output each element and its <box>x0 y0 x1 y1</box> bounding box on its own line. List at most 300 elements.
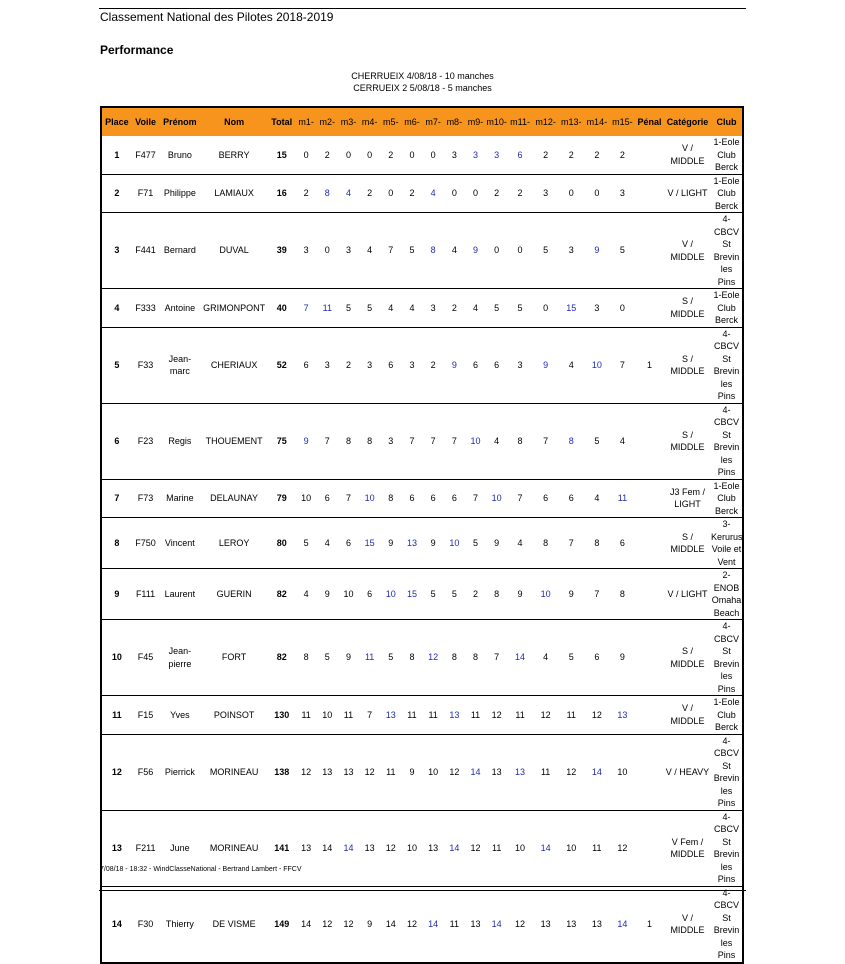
cell-manche: 11 <box>558 696 584 735</box>
cell-voile: F23 <box>132 403 160 479</box>
cell-prenom: Jean-pierre <box>159 620 200 696</box>
cell-manche: 2 <box>423 327 444 403</box>
cell-manche: 13 <box>296 810 317 886</box>
cell-manche: 12 <box>533 696 559 735</box>
cell-manche: 14 <box>465 734 486 810</box>
cell-manche: 15 <box>359 518 380 569</box>
cell-manche: 6 <box>444 479 465 518</box>
table-row <box>101 213 743 289</box>
cell-place: 13 <box>101 810 132 886</box>
cell-prenom: Jean-marc <box>159 327 200 403</box>
table-row <box>101 734 743 810</box>
cell-manche: 4 <box>507 518 533 569</box>
cell-manche: 9 <box>558 569 584 620</box>
cell-manche: 3 <box>296 213 317 289</box>
cell-manche: 2 <box>296 174 317 213</box>
cell-manche: 14 <box>296 886 317 963</box>
cell-manche: 8 <box>584 518 610 569</box>
cell-prenom: Philippe <box>159 174 200 213</box>
cell-manche: 12 <box>359 734 380 810</box>
column-header: m6- <box>401 107 422 136</box>
cell-manche: 7 <box>338 479 359 518</box>
cell-manche: 0 <box>444 174 465 213</box>
column-header: m15- <box>610 107 636 136</box>
table-row <box>101 174 743 213</box>
cell-manche: 8 <box>507 403 533 479</box>
cell-manche: 11 <box>401 696 422 735</box>
cell-manche: 12 <box>296 734 317 810</box>
cell-manche: 2 <box>359 174 380 213</box>
cell-manche: 2 <box>486 174 507 213</box>
cell-manche: 9 <box>507 569 533 620</box>
cell-manche: 11 <box>507 696 533 735</box>
cell-manche: 4 <box>359 213 380 289</box>
cell-nom: LAMIAUX <box>200 174 268 213</box>
cell-manche: 7 <box>359 696 380 735</box>
cell-manche: 10 <box>401 810 422 886</box>
cell-manche: 8 <box>296 620 317 696</box>
cell-club: 1-Eole Club Berck <box>711 289 743 328</box>
cell-manche: 0 <box>401 136 422 174</box>
cell-categorie: V / LIGHT <box>664 174 711 213</box>
cell-manche: 2 <box>317 136 338 174</box>
cell-place: 7 <box>101 479 132 518</box>
cell-manche: 13 <box>401 518 422 569</box>
cell-manche: 14 <box>584 734 610 810</box>
cell-manche: 9 <box>533 327 559 403</box>
cell-manche: 3 <box>610 174 636 213</box>
cell-manche: 11 <box>296 696 317 735</box>
cell-manche: 9 <box>359 886 380 963</box>
cell-manche: 8 <box>444 620 465 696</box>
cell-nom: GUERIN <box>200 569 268 620</box>
cell-manche: 2 <box>507 174 533 213</box>
cell-nom: POINSOT <box>200 696 268 735</box>
cell-manche: 14 <box>507 620 533 696</box>
cell-prenom: Marine <box>159 479 200 518</box>
cell-categorie: V Fem / MIDDLE <box>664 810 711 886</box>
cell-prenom: Thierry <box>159 886 200 963</box>
cell-nom: DE VISME <box>200 886 268 963</box>
table-row <box>101 289 743 328</box>
cell-nom: CHERIAUX <box>200 327 268 403</box>
cell-manche: 2 <box>584 136 610 174</box>
table-row <box>101 569 743 620</box>
cell-categorie: S / MIDDLE <box>664 620 711 696</box>
cell-voile: F477 <box>132 136 160 174</box>
cell-manche: 11 <box>380 734 401 810</box>
cell-manche: 11 <box>444 886 465 963</box>
cell-total: 130 <box>268 696 296 735</box>
cell-manche: 2 <box>380 136 401 174</box>
cell-manche: 9 <box>465 213 486 289</box>
cell-manche: 7 <box>317 403 338 479</box>
cell-manche: 8 <box>533 518 559 569</box>
cell-manche: 6 <box>338 518 359 569</box>
cell-manche: 6 <box>533 479 559 518</box>
cell-manche: 11 <box>486 810 507 886</box>
cell-manche: 9 <box>584 213 610 289</box>
cell-manche: 0 <box>380 174 401 213</box>
document-title: Classement National des Pilotes 2018-2019 <box>100 10 334 24</box>
column-header: m8- <box>444 107 465 136</box>
cell-manche: 12 <box>444 734 465 810</box>
cell-voile: F33 <box>132 327 160 403</box>
cell-place: 14 <box>101 886 132 963</box>
cell-manche: 7 <box>610 327 636 403</box>
cell-manche: 0 <box>317 213 338 289</box>
cell-nom: THOUEMENT <box>200 403 268 479</box>
cell-nom: LEROY <box>200 518 268 569</box>
cell-categorie: S / MIDDLE <box>664 518 711 569</box>
results-table <box>100 106 744 964</box>
table-row <box>101 403 743 479</box>
cell-categorie: S / MIDDLE <box>664 327 711 403</box>
cell-manche: 5 <box>507 289 533 328</box>
cell-manche: 3 <box>465 136 486 174</box>
column-header: Voile <box>132 107 160 136</box>
cell-penal <box>635 569 664 620</box>
cell-manche: 0 <box>507 213 533 289</box>
column-header: m9- <box>465 107 486 136</box>
cell-penal <box>635 734 664 810</box>
cell-prenom: Antoine <box>159 289 200 328</box>
cell-club: 4-CBCV St Brevin les Pins <box>711 403 743 479</box>
cell-manche: 6 <box>486 327 507 403</box>
cell-club: 3-Kerurus Voile et Vent <box>711 519 743 567</box>
column-header: m14- <box>584 107 610 136</box>
cell-manche: 12 <box>584 696 610 735</box>
column-header: m4- <box>359 107 380 136</box>
cell-club: 4-CBCV St Brevin les Pins <box>711 886 743 963</box>
cell-manche: 3 <box>486 136 507 174</box>
column-header: m2- <box>317 107 338 136</box>
cell-manche: 3 <box>533 174 559 213</box>
cell-manche: 0 <box>338 136 359 174</box>
cell-manche: 7 <box>533 403 559 479</box>
cell-manche: 5 <box>465 518 486 569</box>
cell-voile: F71 <box>132 174 160 213</box>
cell-manche: 4 <box>584 479 610 518</box>
cell-manche: 6 <box>359 569 380 620</box>
cell-manche: 12 <box>507 886 533 963</box>
cell-penal <box>635 136 664 174</box>
cell-manche: 14 <box>338 810 359 886</box>
cell-manche: 9 <box>380 518 401 569</box>
cell-manche: 13 <box>359 810 380 886</box>
cell-total: 79 <box>268 479 296 518</box>
cell-manche: 13 <box>317 734 338 810</box>
cell-manche: 10 <box>444 518 465 569</box>
cell-manche: 6 <box>380 327 401 403</box>
cell-manche: 2 <box>533 136 559 174</box>
cell-total: 80 <box>268 518 296 569</box>
cell-manche: 7 <box>444 403 465 479</box>
cell-manche: 13 <box>423 810 444 886</box>
cell-categorie: S / MIDDLE <box>664 403 711 479</box>
cell-manche: 8 <box>338 403 359 479</box>
cell-manche: 6 <box>401 479 422 518</box>
cell-club: 1-Eole Club Berck <box>711 174 743 213</box>
column-header: m7- <box>423 107 444 136</box>
cell-categorie: J3 Fem / LIGHT <box>664 479 711 518</box>
cell-manche: 10 <box>359 479 380 518</box>
cell-penal <box>635 174 664 213</box>
cell-manche: 5 <box>338 289 359 328</box>
cell-nom: BERRY <box>200 136 268 174</box>
column-header: m3- <box>338 107 359 136</box>
top-rule <box>99 8 746 9</box>
cell-manche: 10 <box>584 327 610 403</box>
cell-voile: F333 <box>132 289 160 328</box>
cell-manche: 2 <box>558 136 584 174</box>
column-header: Catégorie <box>664 107 711 136</box>
cell-manche: 9 <box>444 327 465 403</box>
cell-manche: 10 <box>423 734 444 810</box>
cell-manche: 11 <box>423 696 444 735</box>
cell-total: 39 <box>268 213 296 289</box>
cell-manche: 14 <box>317 810 338 886</box>
cell-prenom: Yves <box>159 696 200 735</box>
cell-manche: 2 <box>610 136 636 174</box>
cell-voile: F30 <box>132 886 160 963</box>
cell-penal <box>635 518 664 569</box>
cell-manche: 3 <box>423 289 444 328</box>
cell-manche: 3 <box>401 327 422 403</box>
cell-manche: 5 <box>584 403 610 479</box>
cell-club: 4-CBCV St Brevin les Pins <box>711 810 743 886</box>
cell-categorie: V / HEAVY <box>664 734 711 810</box>
cell-prenom: Regis <box>159 403 200 479</box>
cell-manche: 4 <box>558 327 584 403</box>
cell-manche: 10 <box>507 810 533 886</box>
cell-club: 1-Eole Club Berck <box>711 479 743 518</box>
cell-manche: 12 <box>423 620 444 696</box>
cell-manche: 3 <box>444 136 465 174</box>
table-row <box>101 479 743 518</box>
cell-penal: 1 <box>635 886 664 963</box>
cell-manche: 13 <box>444 696 465 735</box>
cell-manche: 9 <box>338 620 359 696</box>
cell-prenom: Bernard <box>159 213 200 289</box>
cell-manche: 14 <box>423 886 444 963</box>
cell-manche: 10 <box>296 479 317 518</box>
cell-manche: 7 <box>507 479 533 518</box>
column-header: Place <box>101 107 132 136</box>
cell-manche: 8 <box>359 403 380 479</box>
cell-manche: 5 <box>317 620 338 696</box>
cell-manche: 7 <box>380 213 401 289</box>
cell-manche: 13 <box>610 696 636 735</box>
cell-manche: 13 <box>507 734 533 810</box>
cell-manche: 0 <box>486 213 507 289</box>
cell-manche: 11 <box>465 696 486 735</box>
table-row <box>101 620 743 696</box>
cell-manche: 6 <box>558 479 584 518</box>
cell-total: 16 <box>268 174 296 213</box>
table-row <box>101 696 743 735</box>
cell-manche: 14 <box>533 810 559 886</box>
cell-categorie: V / MIDDLE <box>664 136 711 174</box>
table-row <box>101 136 743 174</box>
cell-prenom: June <box>159 810 200 886</box>
cell-place: 5 <box>101 327 132 403</box>
cell-manche: 0 <box>533 289 559 328</box>
cell-manche: 7 <box>584 569 610 620</box>
cell-voile: F73 <box>132 479 160 518</box>
cell-manche: 14 <box>610 886 636 963</box>
cell-manche: 14 <box>444 810 465 886</box>
cell-manche: 10 <box>486 479 507 518</box>
column-header: m11- <box>507 107 533 136</box>
cell-place: 4 <box>101 289 132 328</box>
cell-manche: 9 <box>401 734 422 810</box>
cell-total: 15 <box>268 136 296 174</box>
cell-manche: 8 <box>380 479 401 518</box>
cell-manche: 5 <box>296 518 317 569</box>
cell-voile: F56 <box>132 734 160 810</box>
table-header-row <box>101 107 743 136</box>
cell-manche: 4 <box>296 569 317 620</box>
cell-manche: 11 <box>338 696 359 735</box>
table-row <box>101 518 743 569</box>
cell-voile: F750 <box>132 518 160 569</box>
cell-penal: 1 <box>635 327 664 403</box>
cell-place: 2 <box>101 174 132 213</box>
cell-club: 4-CBCV St Brevin les Pins <box>711 327 743 403</box>
cell-manche: 5 <box>380 620 401 696</box>
cell-manche: 11 <box>317 289 338 328</box>
cell-manche: 6 <box>465 327 486 403</box>
cell-nom: DUVAL <box>200 213 268 289</box>
cell-total: 149 <box>268 886 296 963</box>
section-title: Performance <box>100 43 174 57</box>
cell-penal <box>635 696 664 735</box>
cell-categorie: V / MIDDLE <box>664 213 711 289</box>
cell-manche: 12 <box>558 734 584 810</box>
column-header: Club <box>711 107 743 136</box>
table-row <box>101 327 743 403</box>
cell-voile: F15 <box>132 696 160 735</box>
cell-manche: 6 <box>317 479 338 518</box>
event-line-2: CERRUEIX 2 5/08/18 - 5 manches <box>353 83 492 93</box>
cell-penal <box>635 620 664 696</box>
cell-place: 6 <box>101 403 132 479</box>
cell-manche: 11 <box>533 734 559 810</box>
cell-manche: 0 <box>423 136 444 174</box>
cell-manche: 4 <box>465 289 486 328</box>
cell-place: 3 <box>101 213 132 289</box>
cell-manche: 6 <box>584 620 610 696</box>
cell-manche: 5 <box>401 213 422 289</box>
cell-manche: 4 <box>317 518 338 569</box>
cell-categorie: V / MIDDLE <box>664 696 711 735</box>
cell-manche: 5 <box>486 289 507 328</box>
cell-manche: 10 <box>338 569 359 620</box>
cell-manche: 4 <box>533 620 559 696</box>
cell-manche: 8 <box>465 620 486 696</box>
cell-club: 1-Eole Club Berck <box>711 136 743 174</box>
cell-manche: 12 <box>401 886 422 963</box>
cell-manche: 2 <box>338 327 359 403</box>
cell-manche: 13 <box>380 696 401 735</box>
cell-manche: 10 <box>533 569 559 620</box>
cell-manche: 5 <box>610 213 636 289</box>
cell-manche: 12 <box>465 810 486 886</box>
cell-manche: 0 <box>558 174 584 213</box>
cell-place: 9 <box>101 569 132 620</box>
cell-categorie: S / MIDDLE <box>664 289 711 328</box>
cell-manche: 4 <box>610 403 636 479</box>
cell-manche: 4 <box>423 174 444 213</box>
cell-manche: 5 <box>558 620 584 696</box>
cell-manche: 5 <box>533 213 559 289</box>
cell-manche: 3 <box>507 327 533 403</box>
cell-club: 1-Eole Club Berck <box>711 696 743 735</box>
column-header: m10- <box>486 107 507 136</box>
cell-categorie: V / MIDDLE <box>664 886 711 963</box>
cell-total: 141 <box>268 810 296 886</box>
cell-manche: 12 <box>338 886 359 963</box>
cell-manche: 0 <box>584 174 610 213</box>
cell-manche: 9 <box>296 403 317 479</box>
cell-manche: 6 <box>296 327 317 403</box>
cell-nom: GRIMONPONT <box>200 289 268 328</box>
cell-club: 4-CBCV St Brevin les Pins <box>711 734 743 810</box>
cell-manche: 5 <box>359 289 380 328</box>
column-header: m1- <box>296 107 317 136</box>
cell-manche: 2 <box>401 174 422 213</box>
cell-manche: 12 <box>610 810 636 886</box>
column-header: Prénom <box>159 107 200 136</box>
column-header: Nom <box>200 107 268 136</box>
cell-categorie: V / LIGHT <box>664 569 711 620</box>
cell-manche: 3 <box>317 327 338 403</box>
cell-manche: 3 <box>338 213 359 289</box>
cell-manche: 0 <box>296 136 317 174</box>
cell-manche: 14 <box>380 886 401 963</box>
cell-manche: 8 <box>610 569 636 620</box>
cell-manche: 7 <box>401 403 422 479</box>
cell-place: 10 <box>101 620 132 696</box>
cell-voile: F211 <box>132 810 160 886</box>
cell-manche: 0 <box>465 174 486 213</box>
cell-place: 12 <box>101 734 132 810</box>
cell-club: 2-ENOB Omaha Beach <box>711 570 742 618</box>
cell-manche: 2 <box>465 569 486 620</box>
cell-club: 4-CBCV St Brevin les Pins <box>711 620 743 696</box>
cell-nom: FORT <box>200 620 268 696</box>
cell-club: 4-CBCV St Brevin les Pins <box>711 213 743 289</box>
cell-voile: F441 <box>132 213 160 289</box>
cell-nom: DELAUNAY <box>200 479 268 518</box>
cell-manche: 12 <box>380 810 401 886</box>
cell-manche: 11 <box>359 620 380 696</box>
cell-manche: 13 <box>584 886 610 963</box>
cell-manche: 6 <box>423 479 444 518</box>
cell-total: 82 <box>268 569 296 620</box>
cell-total: 75 <box>268 403 296 479</box>
cell-manche: 9 <box>423 518 444 569</box>
cell-penal <box>635 479 664 518</box>
cell-penal <box>635 213 664 289</box>
cell-manche: 7 <box>558 518 584 569</box>
cell-manche: 12 <box>486 696 507 735</box>
cell-manche: 10 <box>558 810 584 886</box>
cell-manche: 13 <box>465 886 486 963</box>
cell-manche: 8 <box>423 213 444 289</box>
column-header: m5- <box>380 107 401 136</box>
